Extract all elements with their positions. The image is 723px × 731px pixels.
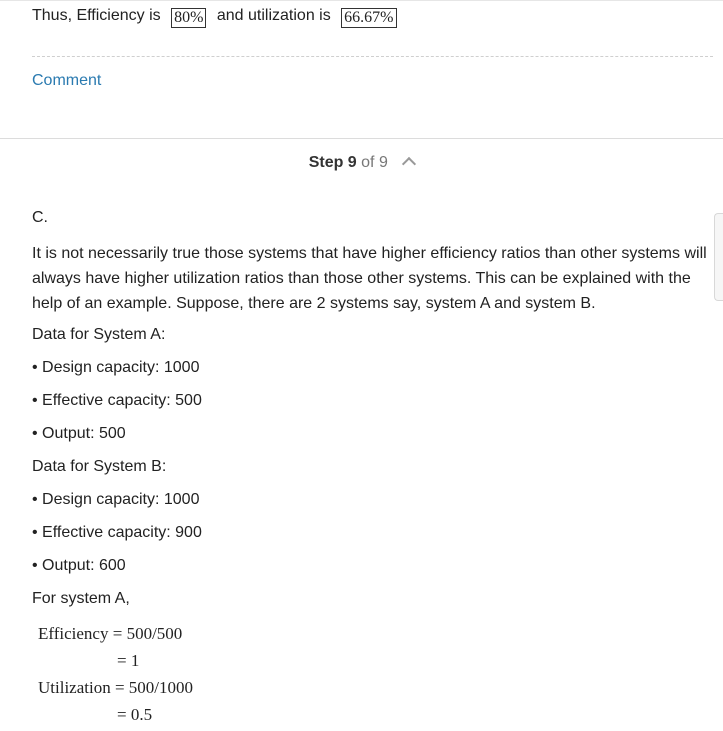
system-b-heading: Data for System B:	[32, 458, 167, 475]
utilization-equation: Utilization = 500/1000	[38, 678, 194, 697]
utilization-result: = 0.5	[117, 705, 153, 724]
conclusion-text-before: Thus, Efficiency is	[32, 7, 161, 24]
conclusion-text-middle: and utilization is	[216, 7, 331, 24]
step-total: of 9	[361, 154, 388, 171]
step-divider	[0, 138, 723, 139]
part-label: C.	[32, 209, 48, 226]
explanation-paragraph: It is not necessarily true those systems that have higher efficiency ratios than other systems will always have higher utilization ratios than those other systems. This can be explained with the help of an example. Suppose, there are 2 systems say, system A and system B.	[32, 245, 707, 312]
list-item: • Output: 500	[32, 425, 126, 442]
for-system-a-label: For system A,	[32, 590, 130, 607]
scrollbar-thumb[interactable]	[714, 213, 723, 301]
top-border	[0, 0, 723, 1]
list-item: • Effective capacity: 500	[32, 392, 202, 409]
dashed-separator	[32, 56, 713, 57]
step-content	[32, 207, 708, 621]
list-item: • Design capacity: 1000	[32, 359, 200, 376]
chevron-up-icon[interactable]	[402, 157, 416, 171]
system-a-heading: Data for System A:	[32, 326, 166, 343]
step-number: Step 9	[308, 154, 357, 171]
previous-step-conclusion	[32, 5, 403, 28]
list-item: • Output: 600	[32, 557, 126, 574]
list-item: • Design capacity: 1000	[32, 491, 200, 508]
utilization-answer-box: 66.67%	[341, 8, 396, 28]
efficiency-equation: Efficiency = 500/500	[38, 624, 183, 643]
list-item: • Effective capacity: 900	[32, 524, 202, 541]
comment-link[interactable]: Comment	[32, 72, 102, 89]
efficiency-result: = 1	[117, 651, 140, 670]
efficiency-answer-box: 80%	[171, 8, 206, 28]
step-header-toggle[interactable]	[0, 152, 723, 174]
